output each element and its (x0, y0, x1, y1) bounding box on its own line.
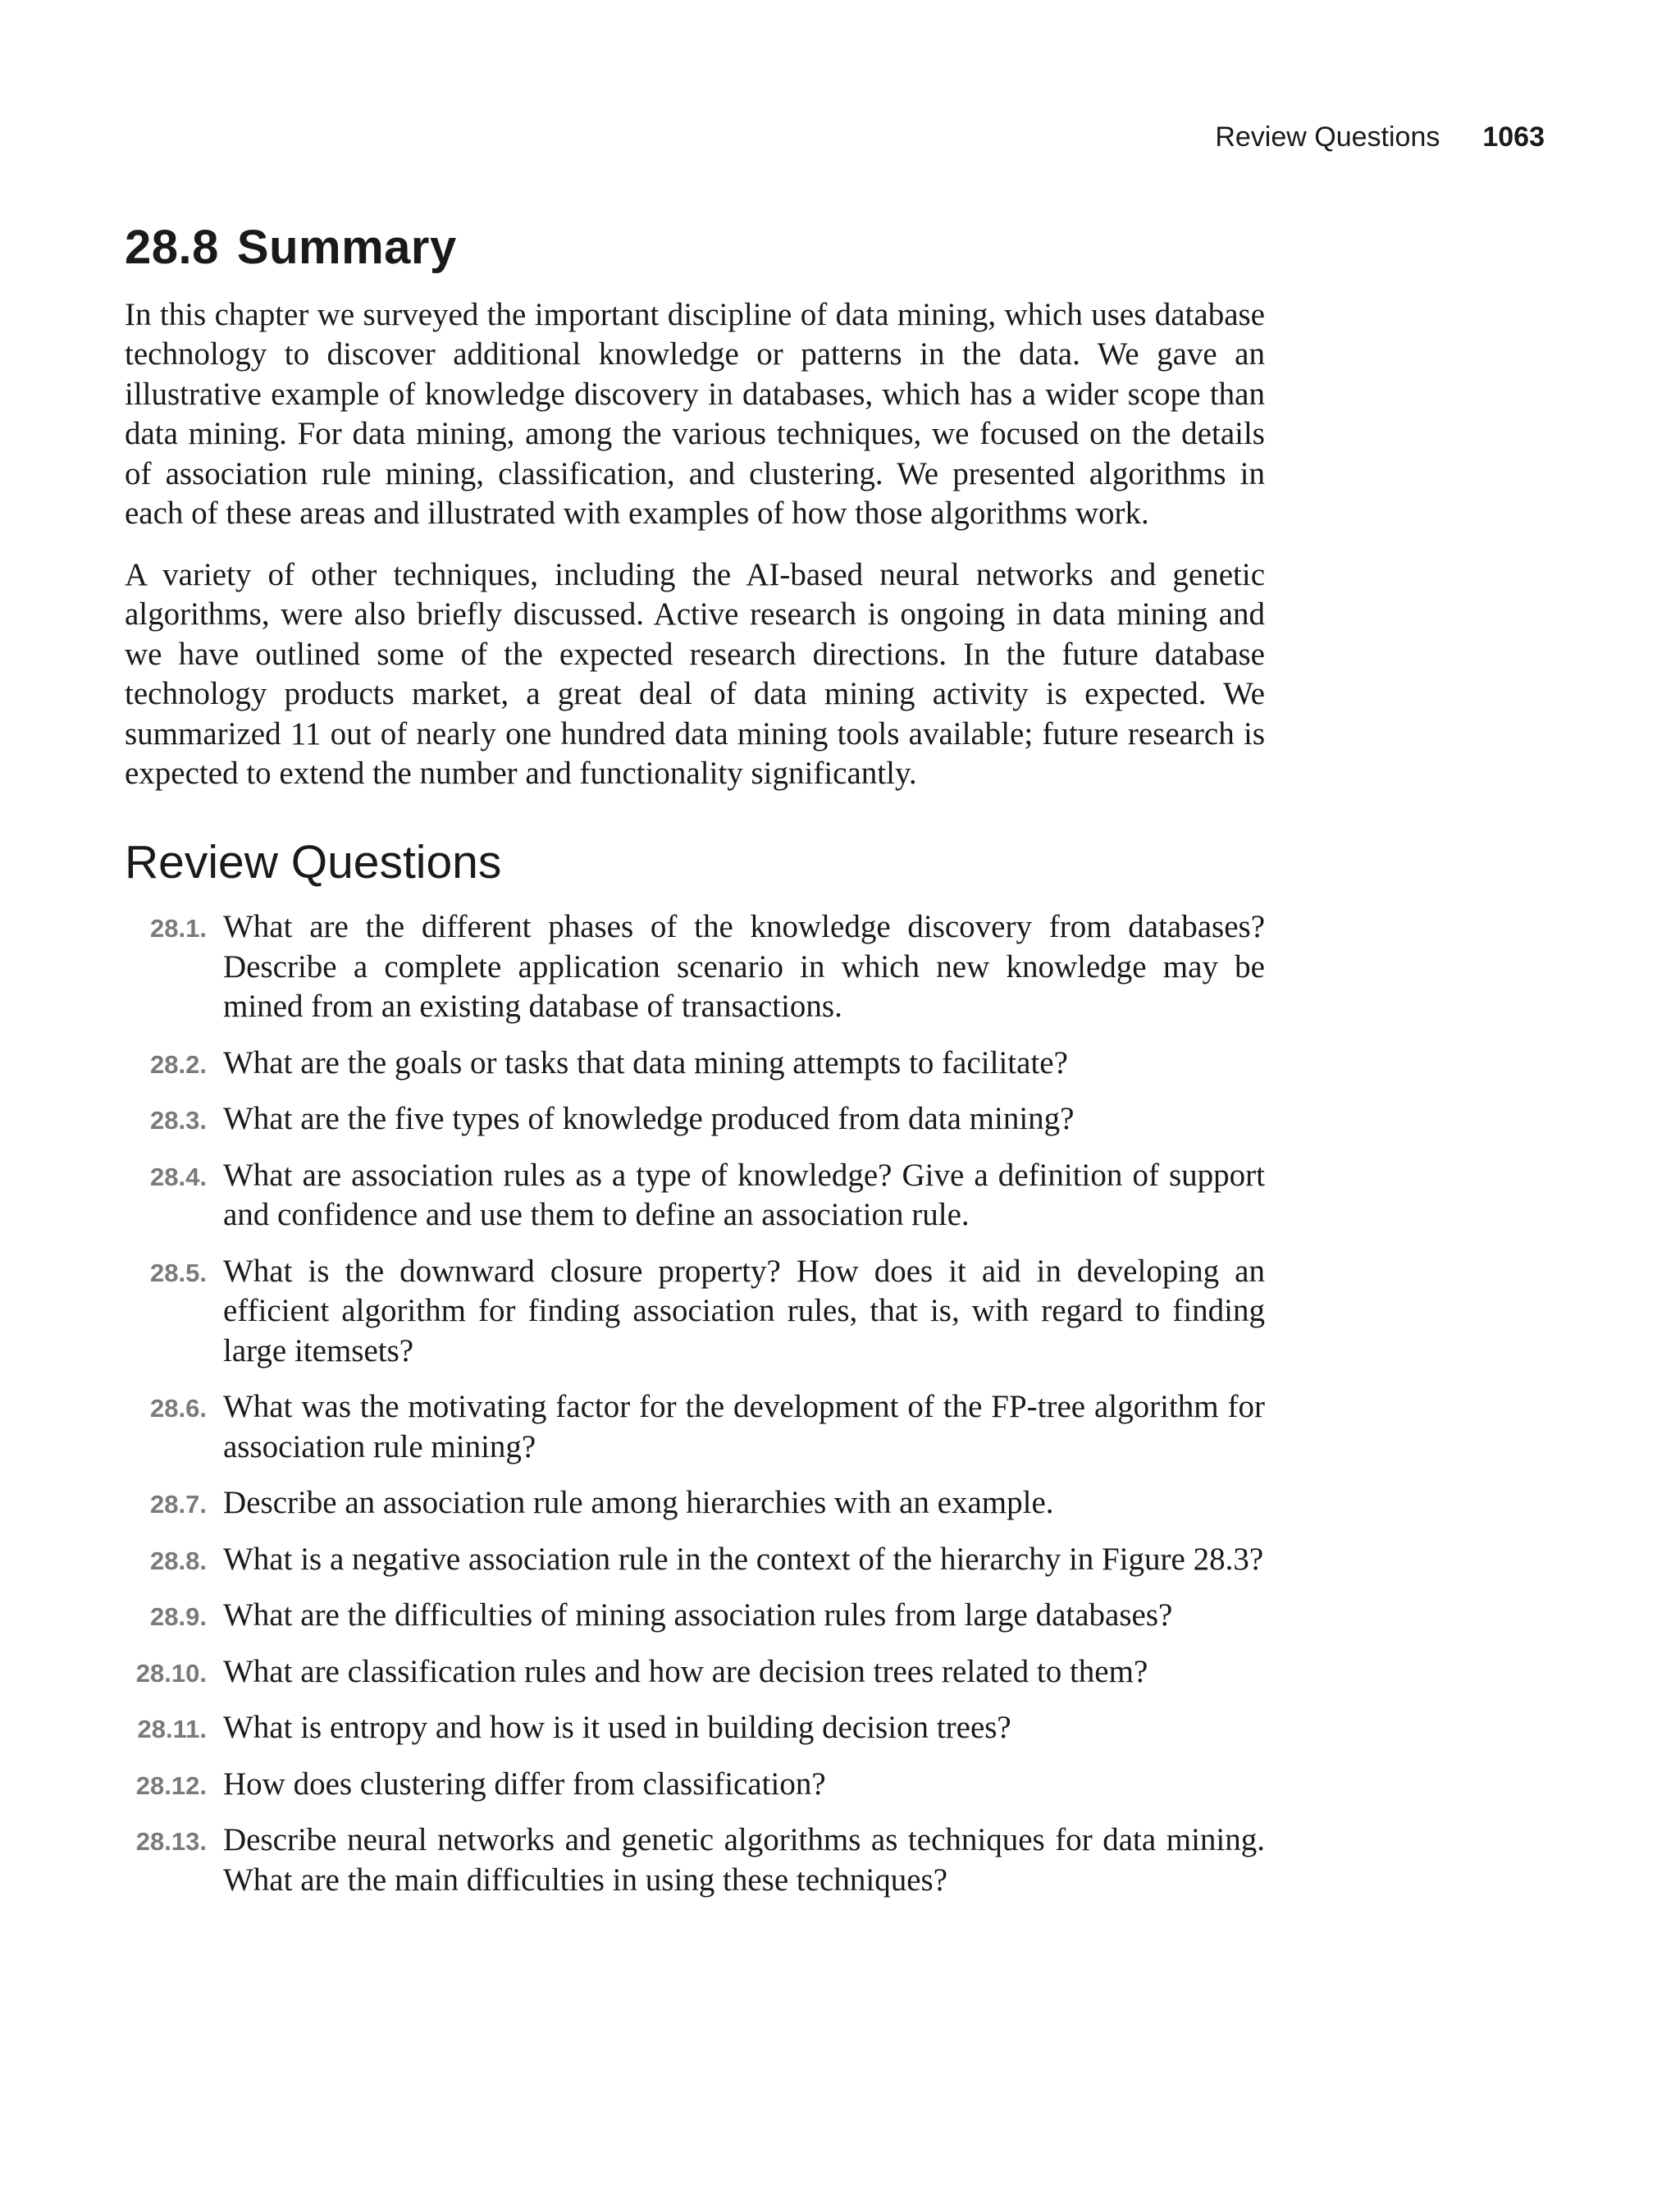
question-number: 28.10. (135, 1658, 207, 1688)
question-text: What are the goals or tasks that data mining attempts to facilitate? (223, 1044, 1068, 1080)
question-number: 28.3. (150, 1106, 207, 1135)
question-item (125, 1483, 1265, 1524)
question-text: What are classification rules and how are decision trees related to them? (223, 1653, 1148, 1689)
question-text: What is the downward closure property? How does it aid in developing an efficient algorithm for finding association rules, that is, with regard to finding large itemsets? (223, 1253, 1265, 1368)
section-number: 28.8 (125, 221, 219, 274)
question-text: What are the different phases of the knowledge discovery from databases? Describe a complete application scenario in which new knowledge may be mined from an existing database of transactions. (223, 909, 1265, 1025)
running-head-title: Review Questions (1215, 121, 1440, 153)
question-text: How does clustering differ from classification? (223, 1766, 826, 1802)
running-head (1215, 121, 1545, 153)
question-text: What was the motivating factor for the development of the FP-tree algorithm for association rule mining? (223, 1389, 1265, 1464)
question-item (125, 1596, 1265, 1636)
question-number: 28.4. (150, 1162, 207, 1191)
question-item (125, 1156, 1265, 1236)
question-number: 28.12. (135, 1770, 207, 1800)
question-item (125, 1099, 1265, 1140)
section-title: Summary (236, 221, 457, 274)
question-text: What are the difficulties of mining association rules from large databases? (223, 1597, 1173, 1633)
question-item (125, 1652, 1265, 1693)
question-text: What is a negative association rule in the context of the hierarchy in Figure 28.3? (223, 1541, 1264, 1577)
question-number: 28.1. (150, 914, 207, 943)
summary-paragraph: In this chapter we surveyed the important discipline of data mining, which uses database technology to discover additional knowledge or patterns in the data. We gave an illustrative example of knowledge discovery in databases, which has a wider scope than data mining. For data mining, among the various techniques, we focused on the details of association rule mining, classification, and clustering. We presented algorithms in each of these areas and illustrated with examples of how those algorithms work. (125, 296, 1265, 532)
question-item (125, 1252, 1265, 1372)
question-text: Describe an association rule among hierarchies with an example. (223, 1485, 1054, 1521)
summary-paragraph: A variety of other techniques, including the AI-based neural networks and genetic algorithms, were also briefly discussed. Active research is ongoing in data mining and we have outlined some of the expected research directions. In the future database technology products market, a great deal of data mining activity is expected. We summarized 11 out of nearly one hundred data mining tools available; future research is expected to extend the number and functionality significantly. (125, 556, 1265, 792)
page-number: 1063 (1482, 121, 1545, 153)
question-number: 28.11. (137, 1715, 207, 1744)
question-item (125, 1765, 1265, 1805)
question-item (125, 1708, 1265, 1748)
review-questions-list (125, 907, 1265, 1900)
question-number: 28.6. (150, 1394, 207, 1423)
question-number: 28.2. (150, 1049, 207, 1079)
question-text: What are association rules as a type of knowledge? Give a definition of support and confidence and use them to define an association rule. (223, 1157, 1265, 1233)
section-heading (125, 222, 1265, 274)
question-number: 28.9. (150, 1602, 207, 1632)
question-number: 28.8. (150, 1546, 207, 1575)
review-questions-heading: Review Questions (125, 835, 502, 889)
question-number: 28.7. (150, 1490, 207, 1519)
page-content (125, 222, 1265, 1916)
question-item (125, 1044, 1265, 1084)
question-text: What is entropy and how is it used in building decision trees? (223, 1710, 1011, 1746)
question-number: 28.5. (150, 1258, 207, 1287)
question-item (125, 1387, 1265, 1467)
question-text: What are the five types of knowledge produced from data mining? (223, 1101, 1075, 1137)
question-item (125, 1821, 1265, 1900)
question-item (125, 907, 1265, 1027)
question-number: 28.13. (135, 1827, 207, 1857)
question-item (125, 1540, 1265, 1580)
question-text: Describe neural networks and genetic algorithms as techniques for data mining. What are the main difficulties in using these techniques? (223, 1822, 1265, 1898)
